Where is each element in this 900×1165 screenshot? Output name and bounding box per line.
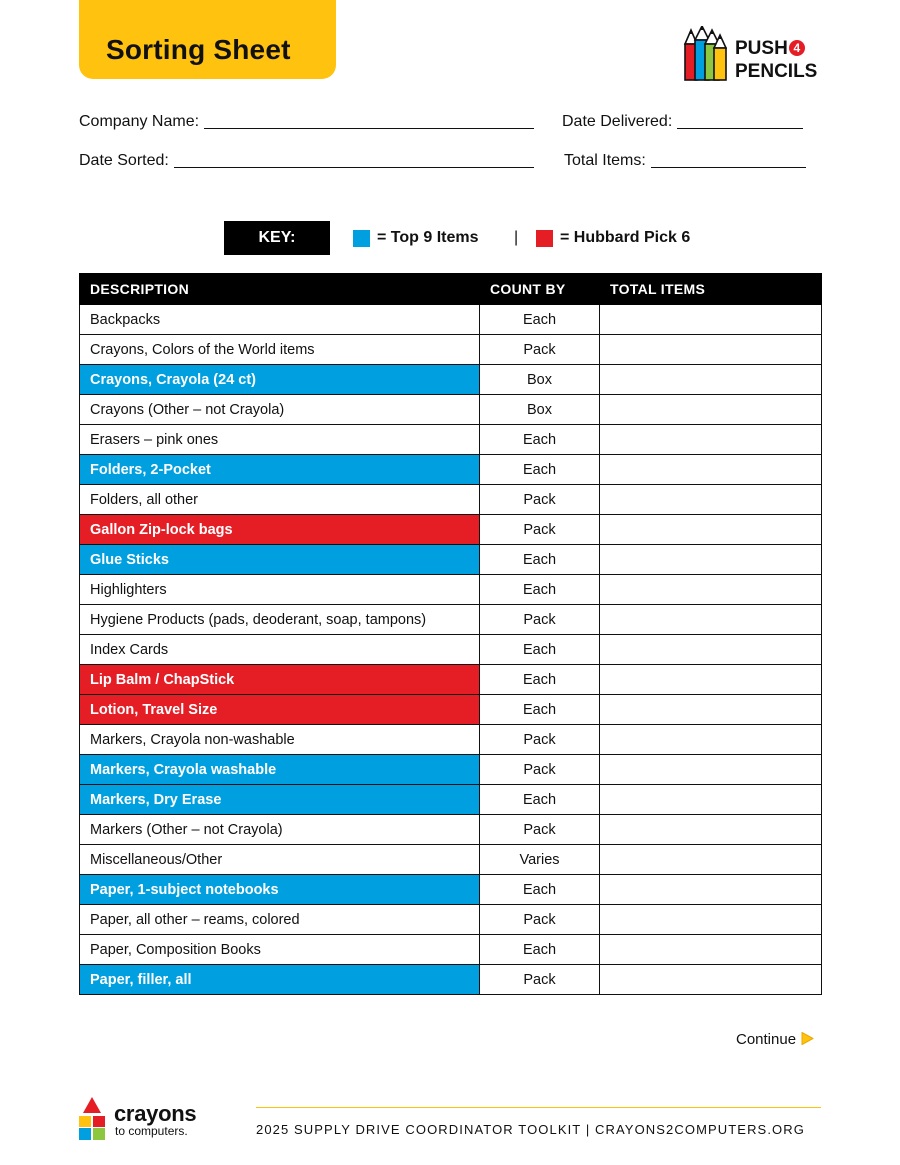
row-count-by: Each [480, 305, 600, 335]
company-name-line[interactable] [204, 114, 534, 129]
table-row [80, 875, 822, 905]
row-description: Crayons, Colors of the World items [80, 335, 480, 365]
key-red-text: = Hubbard Pick 6 [560, 229, 691, 246]
header-total-items: TOTAL ITEMS [600, 274, 822, 305]
row-description: Index Cards [80, 635, 480, 665]
row-count-by: Pack [480, 335, 600, 365]
logo-word-pencils: PENCILS [735, 61, 818, 82]
play-arrow-icon [801, 1032, 814, 1045]
row-total-items-input[interactable] [600, 635, 822, 665]
total-items-field[interactable] [564, 152, 806, 170]
table-header-row [80, 274, 822, 305]
table-row [80, 305, 822, 335]
row-description: Miscellaneous/Other [80, 845, 480, 875]
row-description: Paper, filler, all [80, 965, 480, 995]
footer-text: 2025 SUPPLY DRIVE COORDINATOR TOOLKIT | CRAYONS2COMPUTERS.ORG [256, 1122, 805, 1137]
key-label: KEY: [224, 221, 330, 255]
row-total-items-input[interactable] [600, 725, 822, 755]
logo-name: crayons [114, 1101, 197, 1126]
table-row [80, 455, 822, 485]
row-total-items-input[interactable] [600, 515, 822, 545]
date-sorted-label: Date Sorted: [79, 152, 169, 169]
row-count-by: Pack [480, 815, 600, 845]
table-row [80, 665, 822, 695]
table-row [80, 695, 822, 725]
continue-link[interactable] [736, 1031, 814, 1048]
row-total-items-input[interactable] [600, 785, 822, 815]
total-items-line[interactable] [651, 153, 806, 168]
row-count-by: Each [480, 695, 600, 725]
total-items-label: Total Items: [564, 152, 646, 169]
row-count-by: Each [480, 785, 600, 815]
footer-divider [256, 1107, 821, 1108]
header-count-by: COUNT BY [480, 274, 600, 305]
row-count-by: Pack [480, 515, 600, 545]
row-count-by: Varies [480, 845, 600, 875]
row-total-items-input[interactable] [600, 365, 822, 395]
blue-swatch [353, 230, 370, 247]
table-row [80, 755, 822, 785]
table-row [80, 905, 822, 935]
row-count-by: Each [480, 425, 600, 455]
table-row [80, 725, 822, 755]
row-count-by: Each [480, 545, 600, 575]
table-row [80, 815, 822, 845]
row-description: Markers (Other – not Crayola) [80, 815, 480, 845]
table-row [80, 785, 822, 815]
row-total-items-input[interactable] [600, 545, 822, 575]
row-count-by: Each [480, 875, 600, 905]
company-name-label: Company Name: [79, 113, 200, 130]
row-total-items-input[interactable] [600, 965, 822, 995]
date-delivered-field[interactable] [562, 113, 803, 131]
table-row [80, 635, 822, 665]
row-description: Crayons, Crayola (24 ct) [80, 365, 480, 395]
sorting-table [79, 273, 822, 995]
pencils-icon [683, 26, 727, 82]
table-row [80, 575, 822, 605]
row-total-items-input[interactable] [600, 485, 822, 515]
row-total-items-input[interactable] [600, 755, 822, 785]
row-total-items-input[interactable] [600, 695, 822, 725]
row-total-items-input[interactable] [600, 455, 822, 485]
company-name-field[interactable] [79, 113, 534, 131]
table-row [80, 545, 822, 575]
row-count-by: Pack [480, 965, 600, 995]
date-delivered-label: Date Delivered: [562, 113, 673, 130]
title-tab [79, 0, 336, 79]
logo-word-push: PUSH 4 [735, 39, 805, 59]
row-total-items-input[interactable] [600, 425, 822, 455]
row-description: Paper, all other – reams, colored [80, 905, 480, 935]
row-description: Paper, 1-subject notebooks [80, 875, 480, 905]
crayon-blocks-icon [78, 1095, 106, 1141]
key-blue-text: = Top 9 Items [377, 229, 479, 246]
row-total-items-input[interactable] [600, 575, 822, 605]
header-description: DESCRIPTION [80, 274, 480, 305]
row-count-by: Pack [480, 485, 600, 515]
row-total-items-input[interactable] [600, 935, 822, 965]
key-separator: | [514, 229, 519, 246]
row-description: Erasers – pink ones [80, 425, 480, 455]
row-description: Lip Balm / ChapStick [80, 665, 480, 695]
row-total-items-input[interactable] [600, 605, 822, 635]
row-description: Markers, Dry Erase [80, 785, 480, 815]
row-description: Markers, Crayola washable [80, 755, 480, 785]
row-total-items-input[interactable] [600, 875, 822, 905]
date-delivered-line[interactable] [677, 114, 803, 129]
continue-label: Continue [736, 1031, 797, 1048]
row-total-items-input[interactable] [600, 395, 822, 425]
row-count-by: Pack [480, 755, 600, 785]
page-title: Sorting Sheet [106, 34, 291, 65]
row-total-items-input[interactable] [600, 305, 822, 335]
table-body [80, 305, 822, 995]
row-count-by: Each [480, 935, 600, 965]
row-description: Backpacks [80, 305, 480, 335]
table-row [80, 425, 822, 455]
row-description: Folders, 2-Pocket [80, 455, 480, 485]
row-count-by: Pack [480, 905, 600, 935]
row-description: Glue Sticks [80, 545, 480, 575]
date-sorted-field[interactable] [79, 152, 534, 170]
row-description: Lotion, Travel Size [80, 695, 480, 725]
table-row [80, 395, 822, 425]
row-count-by: Each [480, 455, 600, 485]
row-count-by: Box [480, 395, 600, 425]
table-row [80, 935, 822, 965]
color-key [224, 221, 724, 255]
table-row [80, 965, 822, 995]
logo-digit-badge: 4 [789, 40, 805, 56]
row-count-by: Each [480, 575, 600, 605]
row-total-items-input[interactable] [600, 845, 822, 875]
row-count-by: Box [480, 365, 600, 395]
row-total-items-input[interactable] [600, 665, 822, 695]
push4pencils-logo [683, 26, 823, 82]
table-row [80, 845, 822, 875]
row-description: Markers, Crayola non-washable [80, 725, 480, 755]
red-swatch [536, 230, 553, 247]
table-row [80, 335, 822, 365]
row-description: Hygiene Products (pads, deoderant, soap, tampons) [80, 605, 480, 635]
row-count-by: Each [480, 665, 600, 695]
row-count-by: Pack [480, 605, 600, 635]
table-row [80, 515, 822, 545]
table-row [80, 605, 822, 635]
row-total-items-input[interactable] [600, 905, 822, 935]
row-description: Paper, Composition Books [80, 935, 480, 965]
row-description: Gallon Zip-lock bags [80, 515, 480, 545]
row-description: Folders, all other [80, 485, 480, 515]
row-description: Crayons (Other – not Crayola) [80, 395, 480, 425]
table-row [80, 485, 822, 515]
row-count-by: Each [480, 635, 600, 665]
row-total-items-input[interactable] [600, 335, 822, 365]
logo-subtitle: to computers. [115, 1124, 188, 1138]
crayons-to-computers-logo [78, 1095, 218, 1141]
date-sorted-line[interactable] [174, 153, 534, 168]
row-description: Highlighters [80, 575, 480, 605]
row-count-by: Pack [480, 725, 600, 755]
row-total-items-input[interactable] [600, 815, 822, 845]
table-row [80, 365, 822, 395]
